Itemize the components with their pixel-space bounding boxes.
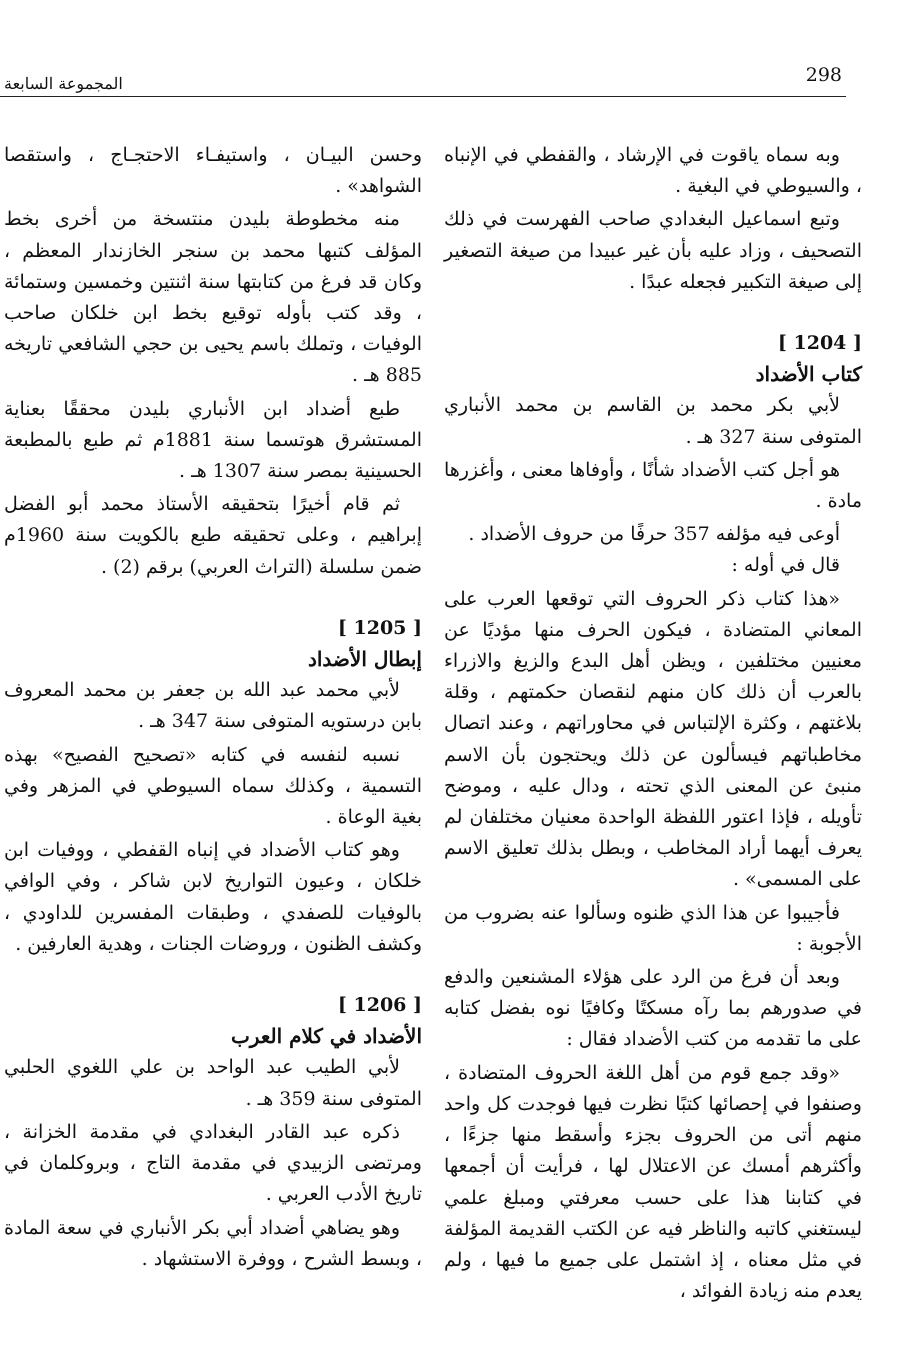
quotation: «وقد جمع قوم من أهل اللغة الحروف المتضادة ، وصنفوا في إحصائها كتبًا نظرت فيها فوجدت كل واحد منهم أتى من الحروف بجزء وأسقط منها جزءًا ، وأكثرهم أمسك عن الاعتلال لها ، فرأيت أن أجمعها في كتابنا هذا على حسب معرفتي ومبلغ علمي ليستغني كاتبه والناظر فيه عن الكتب القديمة المؤلفة في مثل معناه ، إذ اشتمل على جميع ما فيها ، ولم يعدم منه زيادة الفوائد ، bbox=[444, 1061, 862, 1303]
entry-number: [ 1206 ] bbox=[337, 994, 422, 1017]
paragraph: وبه سماه ياقوت في الإرشاد ، والقفطي في الإنباه ، والسيوطي في البغية . bbox=[444, 144, 862, 198]
header-divider bbox=[0, 96, 846, 97]
paragraph: أوعى فيه مؤلفه 357 حرفًا من حروف الأضداد . bbox=[468, 523, 840, 546]
paragraph: نسبه لنفسه في كتابه «تصحيح الفصيح» بهذه التسمية ، وكذلك سماه السيوطي في المزهر وفي بغية الوعاة . bbox=[4, 743, 422, 829]
page-number: 298 bbox=[805, 64, 842, 86]
paragraph: وحسن البيـان ، واستيفـاء الاحتجـاج ، واستقصا الشواهد» . bbox=[4, 144, 422, 198]
left-column bbox=[4, 140, 422, 1275]
entry-title: إبطال الأضداد bbox=[307, 647, 422, 672]
running-title: المجموعة السابعة bbox=[4, 74, 123, 93]
paragraph: لأبي محمد عبد الله بن جعفر بن محمد المعروف بابن درستويه المتوفى سنة 347 هـ . bbox=[4, 679, 422, 733]
entry-number: [ 1204 ] bbox=[777, 332, 862, 355]
paragraph: لأبي الطيب عبد الواحد بن علي اللغوي الحلبي المتوفى سنة 359 هـ . bbox=[4, 1056, 422, 1110]
entry-title: الأضداد في كلام العرب bbox=[230, 1024, 422, 1049]
paragraph: فأجيبوا عن هذا الذي ظنوه وسألوا عنه بضروب من الأجوبة : bbox=[444, 901, 862, 955]
paragraph: ثم قام أخيرًا بتحقيقه الأستاذ محمد أبو الفضل إبراهيم ، وعلى تحقيقه طبع بالكويت سنة 1960م ضمن سلسلة (التراث العربي) برقم (2) . bbox=[4, 493, 422, 578]
paragraph: هو أجل كتب الأضداد شأنًا ، وأوفاها معنى ، وأغزرها مادة . bbox=[444, 458, 862, 513]
quotation: «هذا كتاب ذكر الحروف التي توقعها العرب على المعاني المتضادة ، فيكون الحرف منها مؤديًا عن معنيين مختلفين ، ويظن أهل البدع والزيغ والازراء بالعرب أن ذلك كان منهم لنقصان حكمتهم ، وقلة بلاغتهم ، وكثرة الإلتباس في محاوراتهم ، وعند اتصال مخاطباتهم فيسألون عن ذلك ويحتجون بأن الاسم منبئ عن المعنى الذي تحته ، ودال عليه ، وموضح تأويله ، فإذا اعتور اللفظة الواحدة معنيان مختلفان لم يعرف أيهما أراد المخاطب ، وبطل بذلك تعليق الاسم على المسمى» . bbox=[444, 587, 862, 891]
paragraph: وتبع اسماعيل البغدادي صاحب الفهرست في ذلك التصحيف ، وزاد عليه بأن غير عبيدا من صيغة التصغير إلى صيغة التكبير فجعله عبدًا . bbox=[444, 208, 862, 293]
paragraph: وهو يضاهي أضداد أبي بكر الأنباري في سعة المادة ، وبسط الشرح ، ووفرة الاستشهاد . bbox=[4, 1216, 422, 1270]
entry-number: [ 1205 ] bbox=[337, 616, 422, 639]
paragraph: طبع أضداد ابن الأنباري بليدن محققًا بعناية المستشرق هوتسما سنة 1881م ثم طبع بالمطبعة الحسينية بمصر سنة 1307 هـ . bbox=[4, 397, 423, 483]
right-column bbox=[444, 140, 862, 1307]
entry-title: كتاب الأضداد bbox=[755, 362, 862, 387]
paragraph: لأبي بكر محمد بن القاسم بن محمد الأنباري المتوفى سنة 327 هـ . bbox=[444, 394, 862, 448]
paragraph: ذكره عبد القادر البغدادي في مقدمة الخزانة ، ومرتضى الزبيدي في مقدمة التاج ، وبروكلمان في تاريخ الأدب العربي . bbox=[4, 1120, 422, 1206]
paragraph: منه مخطوطة بليدن منتسخة من أخرى بخط المؤلف كتبها محمد بن سنجر الخازندار المعظم ، وكان قد فرغ من كتابتها سنة اثنتين وخمسين وستمائة ، وقد كتب بأوله توقيع بخط ابن خلكان صاحب الوفيات ، وتملك باسم يحيى بن حجي الشافعي تاريخه 885 هـ . bbox=[4, 208, 422, 387]
page-header bbox=[0, 58, 846, 96]
paragraph: وهو كتاب الأضداد في إنباه القفطي ، ووفيات ابن خلكان ، وعيون التواريخ لابن شاكر ، وفي الوافي بالوفيات للصفدي ، وطبقات المفسرين للداودي ، وكشف الظنون ، وروضات الجنات ، وهدية العارفين . bbox=[4, 839, 422, 955]
paragraph: وبعد أن فرغ من الرد على هؤلاء المشنعين والدفع في صدورهم بما رآه مسكتًا وكافيًا نوه بفضل كتابه على ما تقدمه من كتب الأضداد فقال : bbox=[444, 966, 862, 1051]
paragraph: قال في أوله : bbox=[731, 554, 840, 577]
